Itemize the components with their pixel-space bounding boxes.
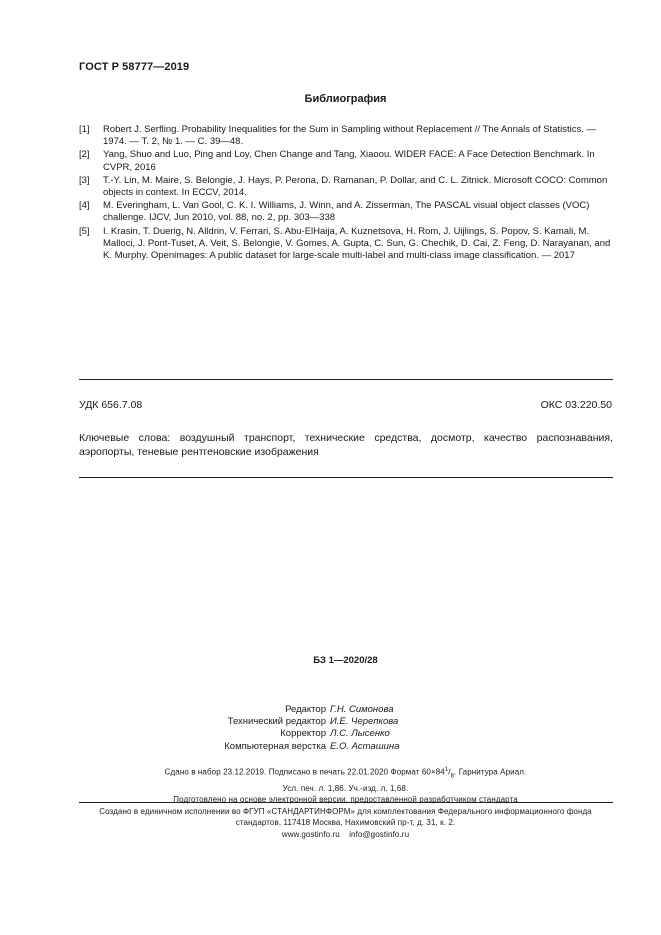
credit-role: Корректор <box>280 728 326 740</box>
oks-code: ОКС 03.220.50 <box>540 399 612 411</box>
document-code: ГОСТ Р 58777—2019 <box>79 61 190 73</box>
credit-row <box>0 741 661 753</box>
reference-text: T.-Y. Lin, M. Maire, S. Belongie, J. Hays, P. Perona, D. Ramanan, P. Dollar, and C. L. Zitnick. Microsoft COCO: Common objects in context. In ECCV, 2014. <box>103 174 608 199</box>
credit-role: Компьютерная верстка <box>224 740 326 752</box>
keywords-label: Ключевые слова: <box>79 432 171 444</box>
reference-number: [3] <box>79 174 90 186</box>
bz-number: БЗ 1—2020/28 <box>313 655 378 666</box>
publisher-line-1: Создано в единичном исполнении во ФГУП «СТАНДАРТИНФОРМ» для комплектования Федерального информационного фонда <box>99 807 592 816</box>
reference-number: [4] <box>79 200 90 212</box>
reference-number: [5] <box>79 225 90 237</box>
udk-code: УДК 656.7.08 <box>79 399 143 411</box>
reference-item <box>79 149 619 173</box>
reference-item <box>79 226 619 263</box>
reference-text: Robert J. Serfling. Probability Inequalities for the Sum in Sampling without Replacement // The Annals of Statistics. — 1974. — Т. 2, № 1. — С. 39—48. <box>103 124 597 148</box>
credit-role: Редактор <box>285 704 326 715</box>
credit-row <box>0 716 661 728</box>
reference-text: M. Everingham, L. Van Gool, C. K. I. Williams, J. Winn, and A. Zisserman, The PASCAL visual object classes (VOC) challenge. IJCV, Jun 2010, vol. 88, no. 2, pp. 303—338 <box>103 200 590 224</box>
website-link[interactable]: www.gostinfo.ru <box>281 829 340 839</box>
reference-text: I. Krasin, T. Duerig, N. Alldrin, V. Ferrari, S. Abu-ElHaija, A. Kuznetsova, H. Rom, J. Uijlings, S. Popov, S. Kamali, M. Malloci, J. Pont-Tuset, A. Veit, S. Belongie, V. Gomes, A. Gupta, C. Sun, G. Chechik, D. Cai, Z. Feng, D. Narayanan, and K. Murphy. Openimages: A public dataset for large-scale multi-label and multi-class image classification. — 2017 <box>103 225 611 262</box>
credit-name: И.Е. Черепкова <box>330 716 399 728</box>
email-link[interactable]: info@gostinfo.ru <box>349 829 410 839</box>
credit-name: Л.С. Лысенко <box>330 728 390 740</box>
divider-top <box>79 379 613 380</box>
reference-text: Yang, Shuo and Luo, Ping and Loy, Chen Change and Tang, Xiaoou. WIDER FACE: A Face Detection Benchmark. In CVPR, 2016 <box>103 149 595 173</box>
divider-keywords <box>79 477 613 478</box>
publisher-block <box>0 806 661 840</box>
keywords-block <box>79 431 613 459</box>
divider-publisher <box>79 802 613 803</box>
print-line-1: Сдано в набор 23.12.2019. Подписано в печать 22.01.2020 Формат $60\times 84^1/_8$. Гарнитура Ариал. <box>164 767 527 780</box>
credit-name: Г.Н. Симонова <box>330 704 394 715</box>
reference-item <box>79 124 619 148</box>
keywords-text: воздушный транспорт, технические средства, досмотр, качество распознавания, аэропорты, теневые рентгеновские изображения <box>79 432 613 458</box>
credit-name: Е.О. Асташина <box>330 740 400 752</box>
format-fraction-bottom: 8 <box>450 773 455 780</box>
format-fraction-top: 1 <box>444 767 449 773</box>
credit-row <box>0 728 661 740</box>
reference-list <box>79 124 619 263</box>
print-dates: Сдано в набор 23.12.2019. Подписано в печать 22.01.2020 Формат 60×84 <box>164 767 445 777</box>
print-line-2: Усл. печ. л. 1,86. Уч.-изд. л. 1,68. <box>282 783 409 793</box>
reference-item <box>79 200 619 224</box>
print-line-3: Подготовлено на основе электронной версии, предоставленной разработчиком стандарта <box>173 794 518 804</box>
print-typeface: . Гарнитура Ариал. <box>454 767 527 777</box>
credit-row <box>0 704 661 716</box>
reference-number: [2] <box>79 149 90 161</box>
print-info <box>0 765 661 805</box>
credits-block <box>0 704 661 753</box>
publisher-contacts <box>30 829 661 840</box>
publisher-line-2: стандартов, 117418 Москва, Нахимовский пр-т, д. 31, к. 2. <box>235 818 456 828</box>
reference-number: [1] <box>79 124 90 135</box>
bibliography-title: Библиография <box>304 93 387 105</box>
reference-item <box>79 175 619 199</box>
credit-role: Технический редактор <box>227 716 326 728</box>
